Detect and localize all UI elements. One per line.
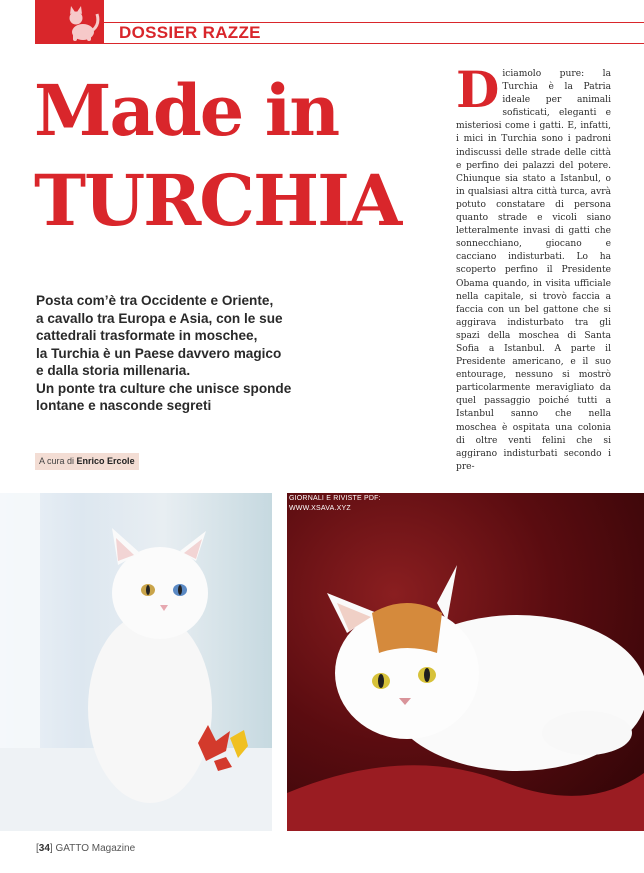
article-lede: Posta com’è tra Occidente e Oriente, a cavallo tra Europa e Asia, con le sue cattedrali trasformate in moschee, la Turchia è un Paese davvero magico e dalla storia millenaria. Un ponte tra culture che unisce sponde lontane e nasconde segreti	[36, 293, 292, 413]
headline-line-1: Made in	[34, 69, 339, 152]
cat-silhouette-icon	[63, 4, 101, 42]
headline-line-2: TURCHIA	[34, 159, 401, 242]
header-rule-bottom	[104, 43, 644, 44]
van-cat-illustration	[287, 493, 644, 831]
magazine-name: GATTO Magazine	[55, 843, 136, 854]
drop-cap: D	[456, 60, 500, 119]
watermark: GIORNALI E RIVISTE PDF: WWW.XSAVA.XYZ	[289, 495, 381, 512]
section-badge	[35, 0, 104, 44]
byline-prefix: A cura di	[39, 456, 75, 466]
article-headline	[34, 66, 434, 246]
section-header	[0, 0, 644, 44]
turkish-van-cat-photo	[287, 493, 644, 831]
article-text: iciamolo pure: la Turchia è la Patria ideale per animali sofisticati, eleganti e misteriosi come i gatti. E, infatti, i mici in Turchia sono i padroni indiscussi delle strade delle città e perfino dei palazzi del potere. Chiunque sia stato a Istanbul, o in qualsiasi altra città turca, avrà potuto constatare di persona quanto strade e vicoli siano letteralmente invasi di gatti che sonnecchiano, giocano e cacciano indisturbati. Lo ha scoperto perfino il Presidente Obama quando, in visita ufficiale nella capitale, si trovò faccia a faccia con un bel gattone che si aggirava indisturbato tra gli spazi della moschea di Santa Sofia a Istanbul. A parte il Presidente americano, e il suo entourage, nessuno si mostrò particolarmente meravigliato da quel passaggio poiché tutti a Istanbul sanno che nella moschea è ospitata una colonia di oltre venti felini che si aggirano indisturbati secondo i pre-	[456, 69, 611, 472]
article-body	[456, 60, 611, 474]
white-angora-cat-photo	[0, 493, 272, 831]
section-title: DOSSIER RAZZE	[119, 23, 261, 42]
byline-author: Enrico Ercole	[76, 456, 135, 466]
page-number: 34	[38, 843, 50, 854]
byline	[35, 453, 139, 470]
page-footer: [34] GATTO Magazine	[36, 843, 136, 854]
white-cat-illustration	[0, 493, 272, 831]
